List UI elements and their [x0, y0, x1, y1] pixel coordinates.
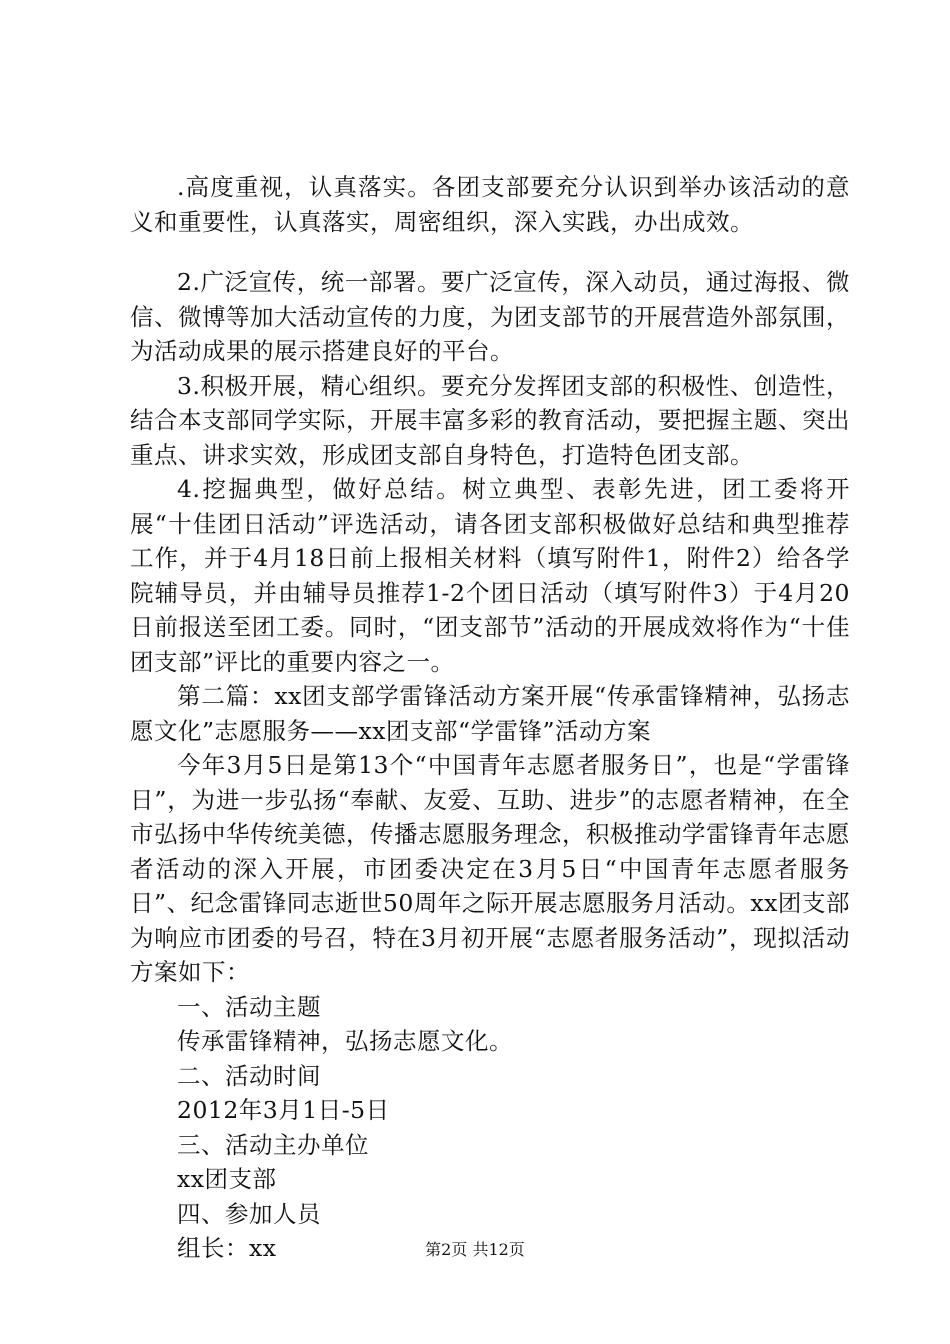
paragraph-2: 2.广泛宣传，统一部署。要广泛宣传，深入动员，通过海报、微信、微博等加大活动宣传的力度，为团支部节的开展营造外部氛围，为活动成果的展示搭建良好的平台。: [130, 268, 850, 365]
paragraph-6: 今年3月5日是第13个“中国青年志愿者服务日”，也是“学雷锋日”，为进一步弘扬“奉献、友爱、互助、进步”的志愿者精神，在全市弘扬中华传统美德，传播志愿服务理念，积极推动学雷锋青年志愿者活动的深入开展，市团委决定在3月5日“中国青年志愿者服务日”、纪念雷锋同志逝世50周年之际开展志愿服务月活动。xx团支部为响应市团委的号召，特在3月初开展“志愿者服务活动”，现拟活动方案如下：: [130, 751, 850, 986]
list-item: 二、活动时间: [177, 1061, 321, 1090]
list-item: 传承雷锋精神，弘扬志愿文化。: [177, 1027, 513, 1055]
list-item: 组长：xx: [177, 1234, 277, 1262]
page-footer: 第2页 共12页: [425, 1240, 525, 1259]
list-item: xx团支部: [177, 1165, 277, 1193]
document-body: [130, 170, 850, 1266]
list-item: 2012年3月1日-5日: [177, 1096, 390, 1124]
list-item: 四、参加人员: [177, 1199, 321, 1228]
paragraph-1: .高度重视，认真落实。各团支部要充分认识到举办该活动的意义和重要性，认真落实，周密组织，深入实践，办出成效。: [130, 173, 850, 236]
list-item: 三、活动主办单位: [177, 1130, 369, 1159]
list-item: 一、活动主题: [177, 992, 321, 1021]
paragraph-3: 3.积极开展，精心组织。要充分发挥团支部的积极性、创造性，结合本支部同学实际，开展丰富多彩的教育活动，要把握主题、突出重点、讲求实效，形成团支部自身特色，打造特色团支部。: [130, 371, 850, 469]
paragraph-4: 4.挖掘典型，做好总结。树立典型、表彰先进，团工委将开展“十佳团日活动”评选活动，请各团支部积极做好总结和典型推荐工作，并于4月18日前上报相关材料（填写附件1，附件2）给各学院辅导员，并由辅导员推荐1-2个团日活动（填写附件3）于4月20日前报送至团工委。同时，“团支部节”活动的开展成效将作为“十佳团支部”评比的重要内容之一。: [130, 475, 850, 676]
section-heading-part-two: 第二篇：xx团支部学雷锋活动方案开展“传承雷锋精神，弘扬志愿文化”志愿服务——xx团支部“学雷锋”活动方案: [130, 682, 850, 745]
